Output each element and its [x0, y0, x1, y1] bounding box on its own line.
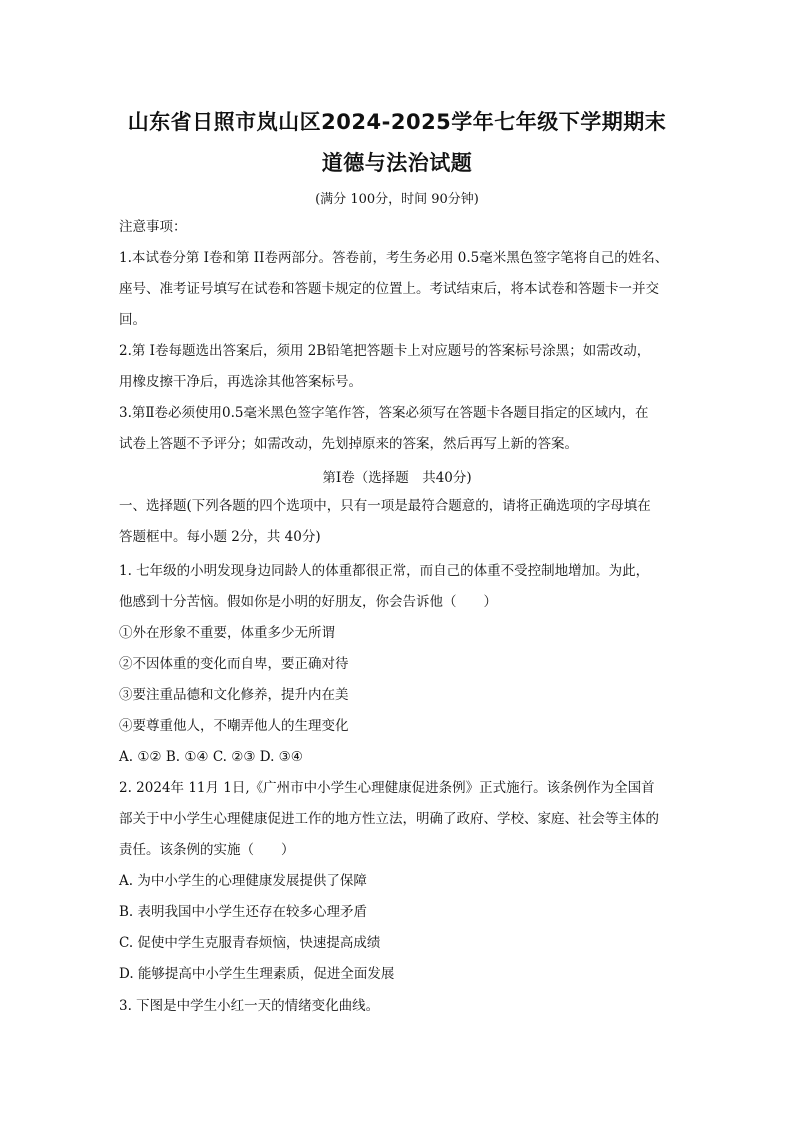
exam-title: 山东省日照市岚山区2024-2025学年七年级下学期期末 [127, 110, 667, 134]
notice-line: 回。 [119, 312, 146, 328]
question-2-stem: 2. 2024年 11月 1日,《广州市中小学生心理健康促进条例》正式施行。该条例作为全国首 [119, 780, 655, 796]
question-3-stem: 3. 下图是中学生小红一天的情绪变化曲线。 [119, 998, 380, 1014]
notice-line: 2.第 I卷每题选出答案后，须用 2B铅笔把答题卡上对应题号的答案标号涂黑；如需改动， [119, 343, 651, 359]
section-heading: 第Ⅰ卷（选择题 共40分) [322, 470, 472, 486]
question-1-item: ①外在形象不重要，体重多少无所谓 [119, 625, 335, 641]
question-1-item: ③要注重品德和文化修养，提升内在美 [119, 687, 349, 703]
question-2-option-c: C. 促使中学生克服青春烦恼，快速提高成绩 [119, 935, 381, 951]
notice-line: 用橡皮擦干净后，再选涂其他答案标号。 [119, 374, 362, 390]
question-2-option-a: A. 为中小学生的心理健康发展提供了保障 [119, 873, 367, 889]
notice-line: 座号、准考证号填写在试卷和答题卡规定的位置上。考试结束后，将本试卷和答题卡一并交 [119, 281, 659, 297]
notice-line: 1.本试卷分第 I卷和第 II卷两部分。答卷前，考生务必用 0.5毫米黑色签字笔将自己的姓名、 [119, 250, 669, 266]
question-1-stem: 1. 七年级的小明发现身边同龄人的体重都很正常，而自己的体重不受控制地增加。为此， [119, 563, 650, 579]
notice-line: 试卷上答题不予评分；如需改动，先划掉原来的答案，然后再写上新的答案。 [119, 436, 578, 452]
question-2-stem: 责任。该条例的实施（ ） [119, 842, 295, 858]
question-2-option-b: B. 表明我国中小学生还存在较多心理矛盾 [119, 904, 368, 920]
question-1-item: ②不因体重的变化而自卑，要正确对待 [119, 656, 349, 672]
exam-score-time: (满分 100分，时间 90分钟) [315, 192, 479, 207]
question-2-stem: 部关于中小学生心理健康促进工作的地方性立法，明确了政府、学校、家庭、社会等主体的 [119, 811, 659, 827]
question-1-stem: 他感到十分苦恼。假如你是小明的好朋友，你会告诉他（ ） [119, 594, 497, 610]
question-2-option-d: D. 能够提高中小学生生理素质，促进全面发展 [119, 966, 395, 982]
section-instructions: 答题框中。每小题 2分，共 40分) [119, 529, 321, 545]
question-1-options: A. ①② B. ①④ C. ②③ D. ③④ [119, 749, 303, 765]
section-instructions: 一、选择题(下列各题的四个选项中，只有一项是最符合题意的，请将正确选项的字母填在 [119, 498, 651, 514]
notice-heading: 注意事项： [119, 219, 187, 235]
exam-subject-title: 道德与法治试题 [321, 151, 473, 175]
notice-line: 3.第Ⅱ卷必须使用0.5毫米黑色签字笔作答，答案必须写在答题卡各题目指定的区域内，在 [119, 405, 649, 421]
question-1-item: ④要尊重他人，不嘲弄他人的生理变化 [119, 718, 349, 734]
